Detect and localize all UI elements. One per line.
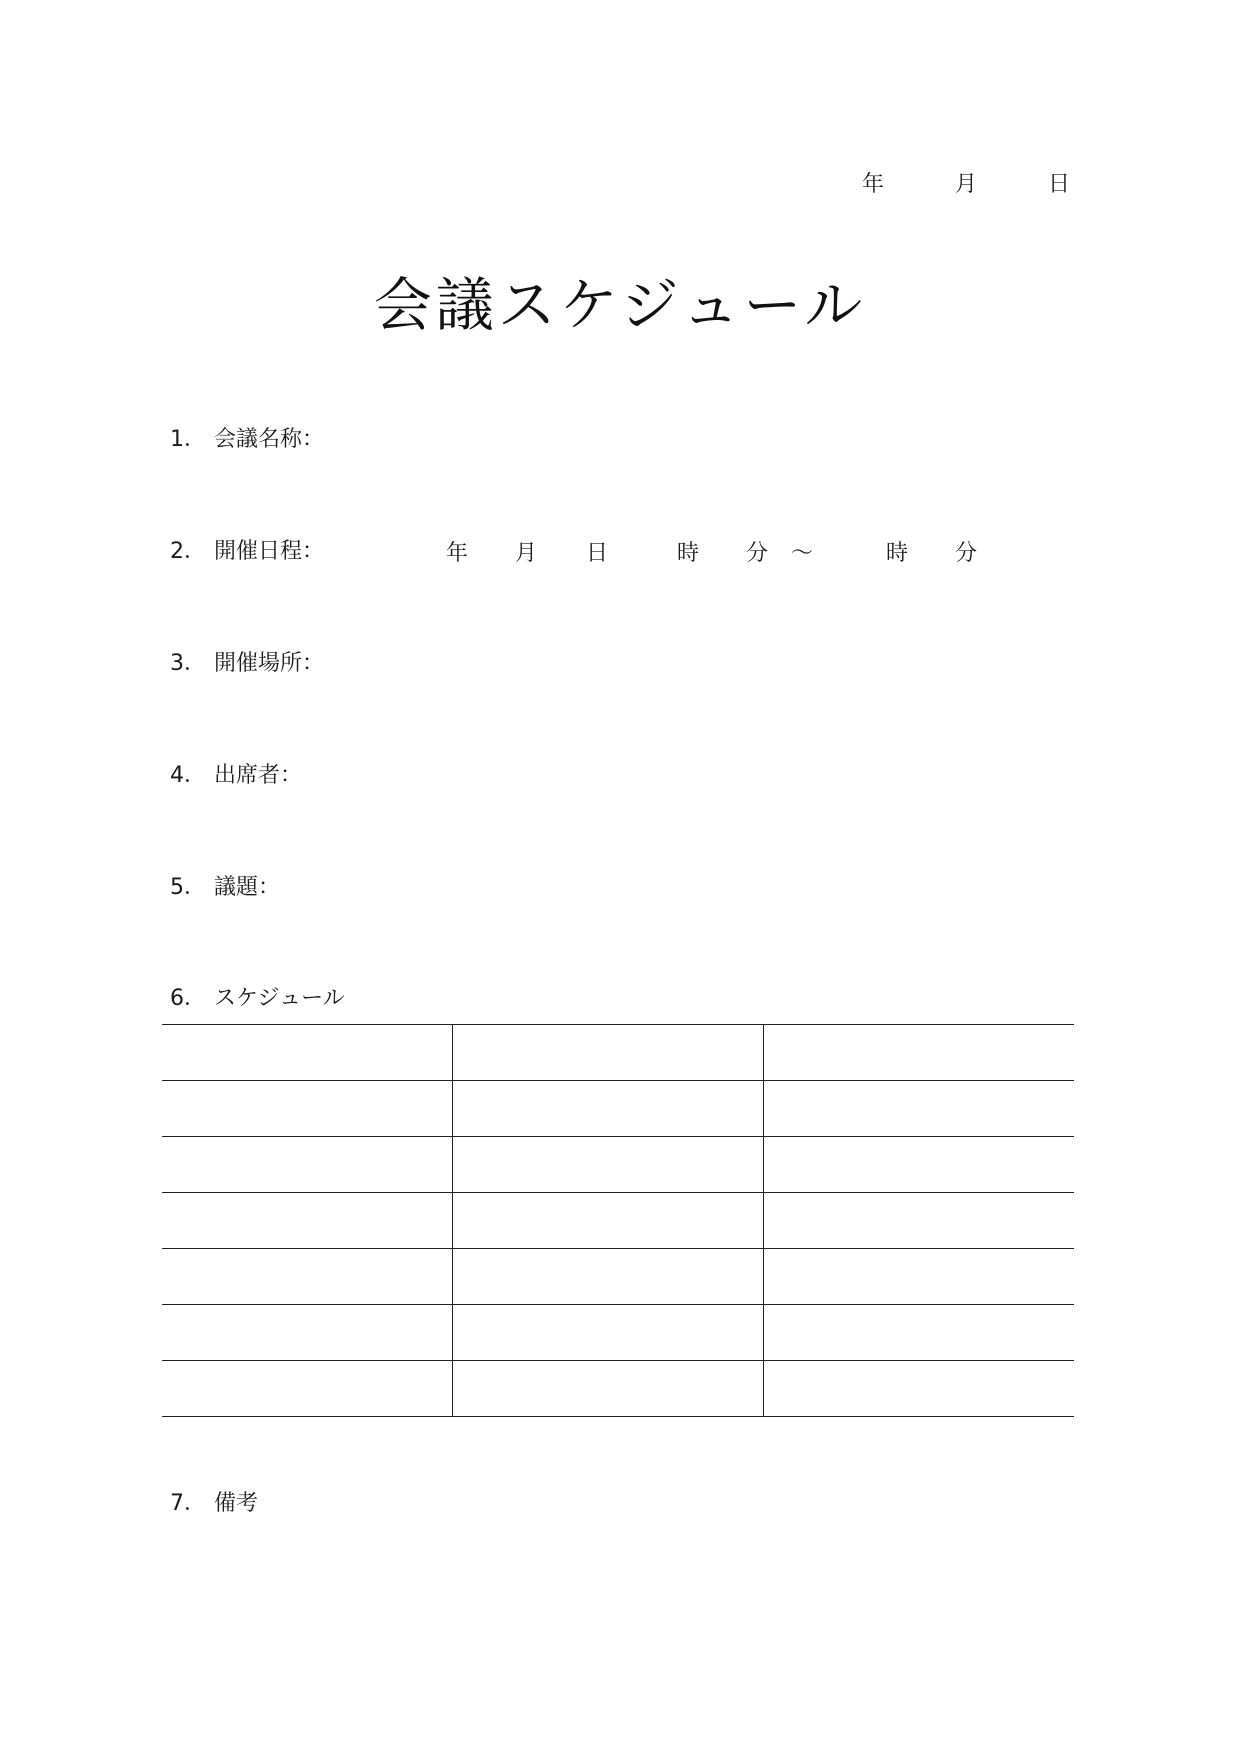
section-meeting-date: [170, 534, 324, 565]
table-cell[interactable]: [452, 1025, 763, 1081]
end-minute-unit: 分: [955, 541, 978, 566]
table-row: [162, 1193, 1074, 1249]
table-row: [162, 1305, 1074, 1361]
date-month-unit: 月: [515, 541, 538, 566]
table-cell[interactable]: [162, 1193, 452, 1249]
section-agenda: [170, 870, 280, 901]
table-cell[interactable]: [763, 1081, 1074, 1137]
end-hour-unit: 時: [886, 541, 909, 566]
header-year-label: 年: [862, 172, 885, 197]
section-number: 3．: [170, 651, 206, 676]
section-number: 6．: [170, 986, 206, 1011]
section-number: 1．: [170, 427, 206, 452]
table-cell[interactable]: [763, 1137, 1074, 1193]
section-number: 7．: [170, 1491, 206, 1516]
table-cell[interactable]: [162, 1249, 452, 1305]
section-attendees: [170, 758, 302, 789]
section-schedule: [170, 981, 345, 1012]
section-label: 開催日程：: [214, 539, 325, 564]
date-year-unit: 年: [446, 541, 469, 566]
start-hour-unit: 時: [677, 541, 700, 566]
section-label: スケジュール: [214, 986, 345, 1011]
table-cell[interactable]: [452, 1249, 763, 1305]
table-cell[interactable]: [763, 1249, 1074, 1305]
header-day-label: 日: [1048, 172, 1071, 197]
section-number: 5．: [170, 875, 206, 900]
table-cell[interactable]: [763, 1193, 1074, 1249]
table-cell[interactable]: [162, 1137, 452, 1193]
table-cell[interactable]: [162, 1081, 452, 1137]
table-cell[interactable]: [162, 1361, 452, 1417]
schedule-table: [162, 1024, 1074, 1417]
table-cell[interactable]: [162, 1025, 452, 1081]
table-cell[interactable]: [763, 1305, 1074, 1361]
section-label: 開催場所：: [214, 651, 325, 676]
table-cell[interactable]: [763, 1361, 1074, 1417]
table-row: [162, 1081, 1074, 1137]
section-label: 議題：: [214, 875, 281, 900]
time-range-tilde: ～: [791, 541, 814, 566]
table-cell[interactable]: [452, 1081, 763, 1137]
table-cell[interactable]: [452, 1193, 763, 1249]
table-cell[interactable]: [763, 1025, 1074, 1081]
table-cell[interactable]: [162, 1305, 452, 1361]
table-cell[interactable]: [452, 1305, 763, 1361]
start-minute-unit: 分: [746, 541, 769, 566]
table-cell[interactable]: [452, 1361, 763, 1417]
section-label: 会議名称：: [214, 427, 325, 452]
section-number: 2．: [170, 539, 206, 564]
date-day-unit: 日: [586, 541, 609, 566]
section-number: 4．: [170, 763, 206, 788]
table-row: [162, 1249, 1074, 1305]
table-cell[interactable]: [452, 1137, 763, 1193]
section-label: 備考: [214, 1491, 259, 1516]
table-row: [162, 1137, 1074, 1193]
section-label: 出席者：: [214, 763, 303, 788]
page-title: 会議スケジュール: [373, 271, 867, 339]
header-month-label: 月: [955, 172, 978, 197]
section-meeting-place: [170, 646, 324, 677]
table-row: [162, 1361, 1074, 1417]
section-remarks: [170, 1486, 258, 1517]
table-row: [162, 1025, 1074, 1081]
section-meeting-name: [170, 422, 324, 453]
